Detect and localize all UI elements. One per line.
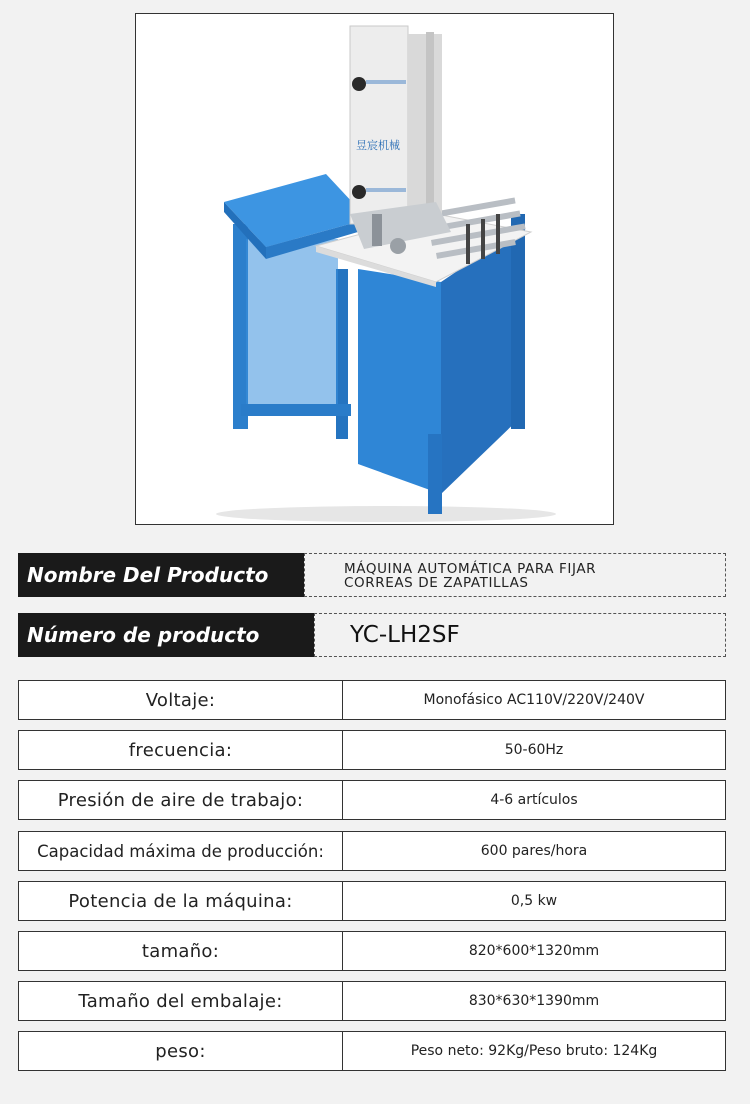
spec-key: tamaño: xyxy=(19,932,343,970)
spec-key: Potencia de la máquina: xyxy=(19,882,343,920)
product-number-row xyxy=(18,613,726,657)
spec-value: 4-6 artículos xyxy=(490,792,578,808)
spec-key: Presión de aire de trabajo: xyxy=(19,781,343,819)
spec-value: 820*600*1320mm xyxy=(468,943,600,959)
spec-row-power xyxy=(18,881,726,921)
machine-illustration xyxy=(136,14,613,524)
brand-logo-text: 昱宸机械 xyxy=(356,139,400,152)
spec-value: 0,5 kw xyxy=(510,893,558,909)
spec-key: Capacidad máxima de producción: xyxy=(19,832,343,870)
product-name-value xyxy=(304,553,726,597)
spec-key: frecuencia: xyxy=(19,731,343,769)
spec-row-weight xyxy=(18,1031,726,1071)
spec-row-size xyxy=(18,931,726,971)
product-name-line1: MÁQUINA AUTOMÁTICA PARA FIJAR xyxy=(344,561,597,577)
spec-row-package-size xyxy=(18,981,726,1021)
product-name-label: Nombre Del Producto xyxy=(18,553,304,597)
spec-row-voltage xyxy=(18,680,726,720)
spec-value: Monofásico AC110V/220V/240V xyxy=(423,692,645,708)
spec-value: 600 pares/hora xyxy=(480,843,588,859)
spec-value: Peso neto: 92Kg/Peso bruto: 124Kg xyxy=(410,1043,658,1059)
spec-key: Voltaje: xyxy=(19,681,343,719)
spec-key: peso: xyxy=(19,1032,343,1070)
spec-key: Tamaño del embalaje: xyxy=(19,982,343,1020)
spec-row-frequency xyxy=(18,730,726,770)
product-number-value: YC-LH2SF xyxy=(314,613,726,657)
spec-row-air-pressure xyxy=(18,780,726,820)
spec-row-capacity xyxy=(18,831,726,871)
product-number-label: Número de producto xyxy=(18,613,314,657)
product-photo xyxy=(135,13,614,525)
product-name-row xyxy=(18,553,726,597)
spec-value: 50-60Hz xyxy=(504,742,564,758)
spec-value: 830*630*1390mm xyxy=(468,993,600,1009)
product-name-line2: CORREAS DE ZAPATILLAS xyxy=(344,575,529,591)
